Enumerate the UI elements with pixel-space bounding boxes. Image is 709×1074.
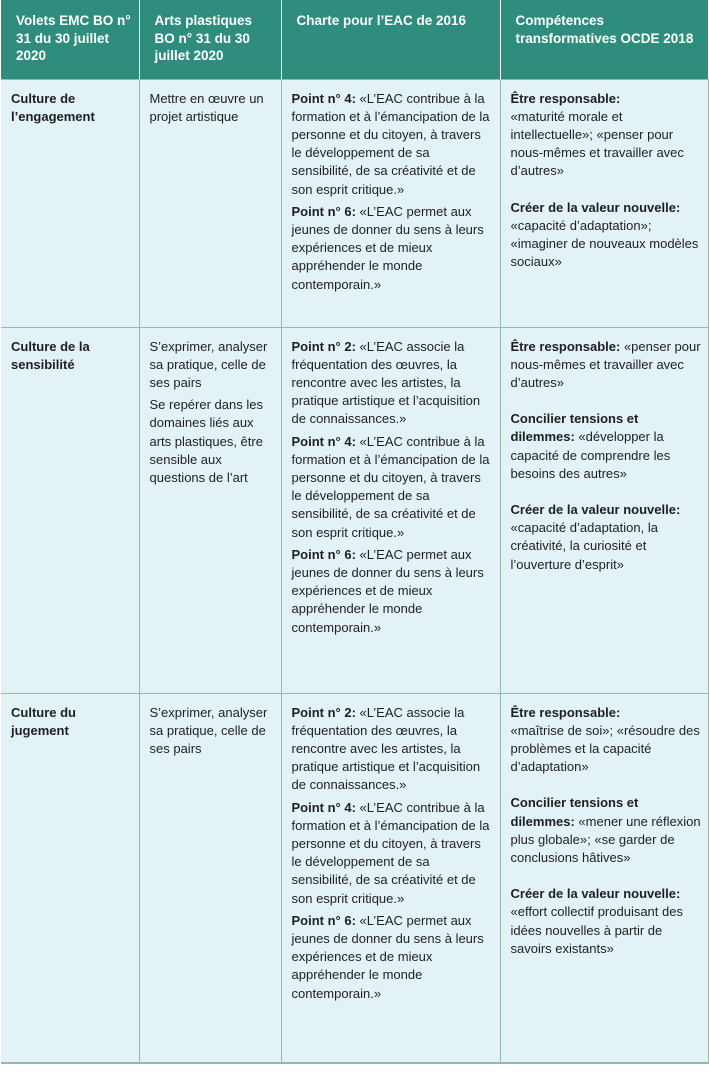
competence-block (511, 501, 702, 574)
charte-cell (281, 693, 500, 1063)
competence-block (511, 794, 702, 867)
arts-cell (139, 693, 281, 1063)
ocde-cell (500, 693, 708, 1063)
arts-cell (139, 327, 281, 693)
volet-cell: Culture de l’engagement (1, 79, 139, 327)
arts-text: Se repérer dans les domaines liés aux arts plastiques, être sensible aux questions de l’art (149, 397, 263, 485)
competence-text: «développer la capacité de comprendre les besoins des autres» (510, 429, 671, 481)
table-row (1, 327, 708, 693)
competence-label: Concilier tensions et dilemmes: (510, 411, 639, 445)
table-row (1, 693, 708, 1063)
competence-text: «capacité d’adaptation»; «imaginer de nouveaux modèles sociaux» (510, 217, 699, 270)
competence-block (511, 704, 702, 777)
arts-text: S’exprimer, analyser sa pratique, celle de ses pairs (149, 704, 268, 756)
point-label: Point n° 6: (291, 546, 356, 562)
point-text: «L’EAC permet aux jeunes de donner du sens à leurs expériences et de mieux appréhender le monde contemporain.» (291, 203, 484, 292)
charte-point (292, 546, 494, 637)
point-text: «L’EAC associe la fréquentation des œuvres, la rencontre avec les artistes, la pratique artistique et l’acquisition de connaissances.» (291, 704, 481, 793)
competence-label: Créer de la valeur nouvelle: (510, 501, 681, 517)
point-text: «L’EAC permet aux jeunes de donner du sens à leurs expériences et de mieux appréhender le monde contemporain.» (291, 546, 484, 635)
arts-text: S’exprimer, analyser sa pratique, celle de ses pairs (149, 338, 268, 390)
header-charte-eac: Charte pour l’EAC de 2016 (281, 0, 500, 79)
volet-cell: Culture de la sensibilité (1, 327, 139, 693)
competence-text: «mener une réflexion plus globale»; «se garder de conclusions hâtives» (510, 813, 701, 865)
comparison-table (1, 0, 709, 1064)
competence-label: Créer de la valeur nouvelle: (510, 199, 681, 215)
charte-point (292, 433, 494, 542)
competence-text: «maîtrise de soi»; «résoudre des problèmes et la capacité d’adaptation» (510, 722, 700, 775)
competence-label: Être responsable: (510, 704, 621, 720)
competence-text: «penser pour nous-mêmes et travailler avec d’autres» (510, 338, 701, 390)
charte-point (292, 203, 494, 294)
competence-block (511, 338, 702, 393)
charte-point (292, 799, 494, 908)
competence-block (511, 410, 702, 483)
point-text: «L’EAC associe la fréquentation des œuvres, la rencontre avec les artistes, la pratique artistique et l’acquisition de connaissances.» (291, 338, 481, 427)
competence-text: «capacité d’adaptation, la créativité, la curiosité et l’ouverture d’esprit» (510, 520, 658, 572)
competence-block (511, 90, 702, 181)
point-text: «L’EAC contribue à la formation et à l’émancipation de la personne et du citoyen, à travers le développement de sa sensibilité, de sa créativité et de son esprit critique.» (291, 433, 490, 540)
charte-point (292, 912, 494, 1003)
header-volets-emc: Volets EMC BO n° 31 du 30 juillet 2020 (1, 0, 139, 79)
arts-text: Mettre en œuvre un projet artistique (149, 90, 264, 124)
competence-label: Concilier tensions et dilemmes: (510, 795, 639, 829)
point-label: Point n° 2: (291, 338, 356, 354)
competence-text: «maturité morale et intellectuelle»; «penser pour nous-mêmes et travailler avec d’autres» (510, 108, 684, 179)
point-text: «L’EAC contribue à la formation et à l’émancipation de la personne et du citoyen, à travers le développement de sa sensibilité, de sa créativité et de son esprit critique.» (291, 90, 490, 197)
competence-block (511, 199, 702, 272)
point-label: Point n° 4: (291, 433, 356, 449)
point-text: «L’EAC permet aux jeunes de donner du sens à leurs expériences et de mieux appréhender le monde contemporain.» (291, 912, 484, 1001)
point-label: Point n° 6: (291, 912, 356, 928)
point-label: Point n° 6: (291, 203, 356, 219)
charte-point (292, 90, 494, 199)
header-competences-ocde: Compétences transformatives OCDE 2018 (500, 0, 708, 79)
point-label: Point n° 4: (291, 90, 356, 106)
charte-cell (281, 79, 500, 327)
point-label: Point n° 2: (291, 704, 356, 720)
header-arts-plastiques: Arts plastiques BO n° 31 du 30 juillet 2020 (139, 0, 281, 79)
ocde-cell (500, 327, 708, 693)
arts-cell (139, 79, 281, 327)
charte-cell (281, 327, 500, 693)
competence-text: «effort collectif produisant des idées nouvelles à partir de savoirs existants» (510, 904, 683, 956)
charte-point (292, 338, 494, 429)
competence-label: Créer de la valeur nouvelle: (510, 886, 681, 902)
point-text: «L’EAC contribue à la formation et à l’émancipation de la personne et du citoyen, à travers le développement de sa sensibilité, de sa créativité et de son esprit critique.» (291, 799, 490, 906)
table-row (1, 79, 708, 327)
competence-label: Être responsable: (510, 90, 621, 106)
competence-block (511, 885, 702, 958)
charte-point (292, 704, 494, 795)
ocde-cell (500, 79, 708, 327)
competence-label: Être responsable: (510, 338, 621, 354)
volet-cell: Culture du jugement (1, 693, 139, 1063)
point-label: Point n° 4: (291, 799, 356, 815)
header-row (1, 0, 708, 79)
